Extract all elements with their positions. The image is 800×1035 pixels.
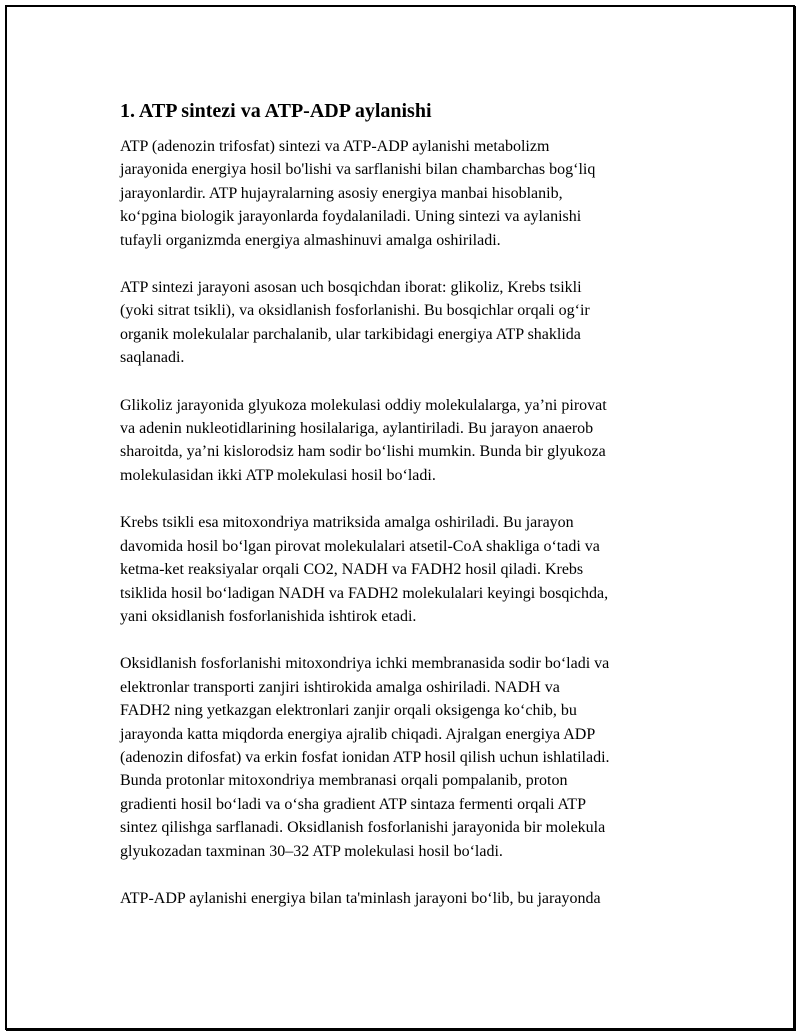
text-line: ATP sintezi jarayoni asosan uch bosqichdan iborat: glikoliz, Krebs tsikli: [120, 279, 582, 297]
text-line: Glikoliz jarayonida glyukoza molekulasi oddiy molekulalarga, ya’ni pirovat: [120, 396, 607, 414]
text-line: tsiklida hosil bo‘ladigan NADH va FADH2 molekulalari keyingi bosqichda,: [120, 584, 609, 602]
document-content: [120, 97, 700, 934]
paragraph-2: [120, 276, 700, 370]
text-line: (adenozin difosfat) va erkin fosfat ionidan ATP hosil qilish uchun ishlatiladi.: [120, 748, 610, 766]
section-heading: 1. ATP sintezi va ATP-ADP aylanishi: [120, 100, 432, 122]
text-line: ko‘pgina biologik jarayonlarda foydalaniladi. Uning sintezi va aylanishi: [120, 208, 582, 226]
paragraph-5: [120, 652, 700, 863]
text-line: Krebs tsikli esa mitoxondriya matriksida amalga oshiriladi. Bu jarayon: [120, 514, 574, 532]
text-line: jarayonida energiya hosil bo'lishi va sarflanishi bilan chambarchas bog‘liq: [120, 161, 596, 179]
text-line: FADH2 ning yetkazgan elektronlari zanjir orqali oksigenga ko‘chib, bu: [120, 702, 577, 720]
text-line: jarayonda katta miqdorda energiya ajralib chiqadi. Ajralgan energiya ADP: [120, 725, 596, 743]
paragraph-3: [120, 394, 700, 488]
text-line: ATP-ADP aylanishi energiya bilan ta'minlash jarayoni bo‘lib, bu jarayonda: [120, 889, 601, 907]
paragraph-1: [120, 135, 700, 252]
text-line: jarayonlardir. ATP hujayralarning asosiy energiya manbai hisoblanib,: [120, 184, 563, 202]
text-line: glyukozadan taxminan 30–32 ATP molekulasi hosil bo‘ladi.: [120, 842, 503, 860]
text-line: tufayli organizmda energiya almashinuvi amalga oshiriladi.: [120, 231, 501, 249]
paragraph-4: [120, 511, 700, 628]
text-line: sharoitda, ya’ni kislorodsiz ham sodir bo‘lishi mumkin. Bunda bir glyukoza: [120, 443, 606, 461]
text-line: yani oksidlanish fosforlanishida ishtirok etadi.: [120, 607, 417, 625]
text-line: saqlanadi.: [120, 349, 185, 367]
text-line: Oksidlanish fosforlanishi mitoxondriya ichki membranasida sodir bo‘ladi va: [120, 655, 610, 673]
text-line: organik molekulalar parchalanib, ular tarkibidagi energiya ATP shaklida: [120, 325, 581, 343]
text-line: elektronlar transporti zanjiri ishtirokida amalga oshiriladi. NADH va: [120, 678, 560, 696]
text-line: ATP (adenozin trifosfat) sintezi va ATP-ADP aylanishi metabolizm: [120, 138, 550, 155]
text-line: (yoki sitrat tsikli), va oksidlanish fosforlanishi. Bu bosqichlar orqali og‘ir: [120, 302, 590, 320]
text-line: molekulasidan ikki ATP molekulasi hosil bo‘ladi.: [120, 466, 436, 484]
text-line: ketma-ket reaksiyalar orqali CO2, NADH va FADH2 hosil qiladi. Krebs: [120, 561, 584, 579]
page-frame: [5, 5, 795, 1030]
paragraph-6: [120, 887, 700, 910]
text-line: gradienti hosil bo‘ladi va o‘sha gradient ATP sintaza fermenti orqali ATP: [120, 795, 586, 813]
text-line: sintez qilishga sarflanadi. Oksidlanish fosforlanishi jarayonida bir molekula: [120, 819, 606, 837]
text-line: va adenin nukleotidlarining hosilalariga, aylantiriladi. Bu jarayon anaerob: [120, 420, 594, 438]
text-line: Bunda protonlar mitoxondriya membranasi orqali pompalanib, proton: [120, 772, 568, 790]
text-line: davomida hosil bo‘lgan pirovat molekulalari atsetil-CoA shakliga o‘tadi va: [120, 537, 600, 555]
